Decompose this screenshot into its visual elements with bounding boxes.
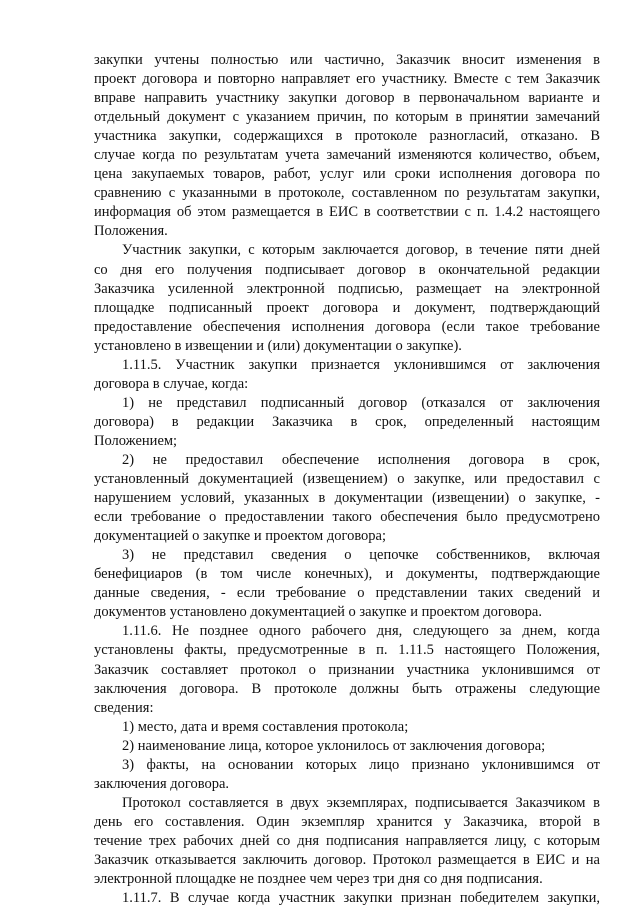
text-line: данные сведения, - если требование о представлении таких сведений и — [94, 585, 600, 602]
text-line: Заказчик составляет протокол о признании участника уклонившимся от — [94, 661, 600, 678]
text-line: Положением; — [94, 432, 178, 449]
text-line: заключения договора. — [94, 775, 230, 792]
text-line: проект договора и повторно направляет его участнику. Вместе с тем Заказчик — [94, 71, 600, 88]
text-line: Положения. — [94, 223, 168, 240]
text-line: Участник закупки, с которым заключается договор, в течение пяти дней — [122, 242, 600, 259]
text-line: сравнению с указанными в протоколе, составленном по результатам закупки, — [94, 185, 600, 202]
text-line: предоставление обеспечения исполнения договора (если такое требование — [94, 318, 600, 335]
text-line: установлены факты, предусмотренные в п. 1.11.5 настоящего Положения, — [94, 642, 600, 659]
text-line: течение трех рабочих дней со дня подписания направляется лицу, с которым — [94, 832, 600, 849]
text-line: случае когда по результатам учета замечаний изменяются количество, объем, — [94, 147, 600, 164]
text-line: цена закупаемых товаров, работ, услуг или сроки исполнения договора по — [94, 166, 600, 183]
text-line: электронной площадке не позднее чем через три дня со дня подписания. — [94, 871, 543, 888]
text-line: 2) наименование лица, которое уклонилось от заключения договора; — [122, 737, 546, 754]
text-line: установлено в извещении и (или) документации о закупке). — [94, 337, 462, 354]
text-line: закупки учтены полностью или частично, Заказчик вносит изменения в — [94, 52, 600, 68]
text-line: 1.11.6. Не позднее одного рабочего дня, следующего за днем, когда — [122, 623, 600, 640]
text-line: вправе направить участнику закупки договор в первоначальном варианте и — [94, 90, 600, 107]
text-line: заключения договора. В протоколе должны быть отражены следующие — [94, 680, 600, 697]
document-body — [94, 51, 600, 908]
text-line: Заказчика усиленной электронной подписью, размещает на электронной — [94, 280, 600, 297]
text-line: 1) место, дата и время составления протокола; — [122, 718, 409, 735]
text-line: 1.11.7. В случае когда участник закупки признан победителем закупки, — [122, 890, 600, 907]
text-line: договора) в редакции Заказчика в срок, определенный настоящим — [94, 413, 600, 430]
document-page — [94, 51, 600, 908]
text-line: отдельный документ с указанием причин, по которым в принятии замечаний — [94, 109, 600, 126]
text-line: Заказчик отказывается заключить договор. Протокол размещается в ЕИС и на — [94, 851, 600, 868]
text-line: 3) не представил сведения о цепочке собственников, включая — [122, 547, 600, 564]
text-line: 1.11.5. Участник закупки признается уклонившимся от заключения — [122, 356, 600, 373]
text-line: сведения: — [94, 699, 154, 716]
text-line: площадке подписанный проект договора и документ, подтверждающий — [94, 299, 600, 316]
text-line: со дня его получения подписывает договор в окончательной редакции — [94, 261, 600, 278]
text-line: 3) факты, на основании которых лицо признано уклонившимся от — [122, 756, 600, 773]
text-line: документацией о закупке и проектом договора; — [94, 528, 387, 545]
text-line: день его составления. Один экземпляр хранится у Заказчика, второй в — [94, 813, 600, 830]
text-line: 1) не представил подписанный договор (отказался от заключения — [122, 394, 600, 411]
text-line: установленный документацией (извещением) о закупке, или предоставил с — [94, 471, 600, 488]
text-line: нарушением условий, указанных в документации (извещении) о закупке, - — [94, 490, 600, 507]
text-line: если требование о предоставлении такого обеспечения было предусмотрено — [94, 509, 600, 526]
text-line: Протокол составляется в двух экземплярах, подписывается Заказчиком в — [122, 794, 600, 811]
text-line: 2) не предоставил обеспечение исполнения договора в срок, — [122, 451, 600, 468]
text-line: договора в случае, когда: — [94, 375, 249, 392]
text-line: участника закупки, содержащихся в протоколе разногласий, отказано. В — [94, 128, 600, 145]
text-line: документов установлено документацией о закупке и проектом договора. — [94, 604, 542, 621]
text-line: бенефициаров (в том числе конечных), и документы, подтверждающие — [94, 566, 600, 583]
text-line: информация об этом размещается в ЕИС в соответствии с п. 1.4.2 настоящего — [94, 204, 600, 221]
